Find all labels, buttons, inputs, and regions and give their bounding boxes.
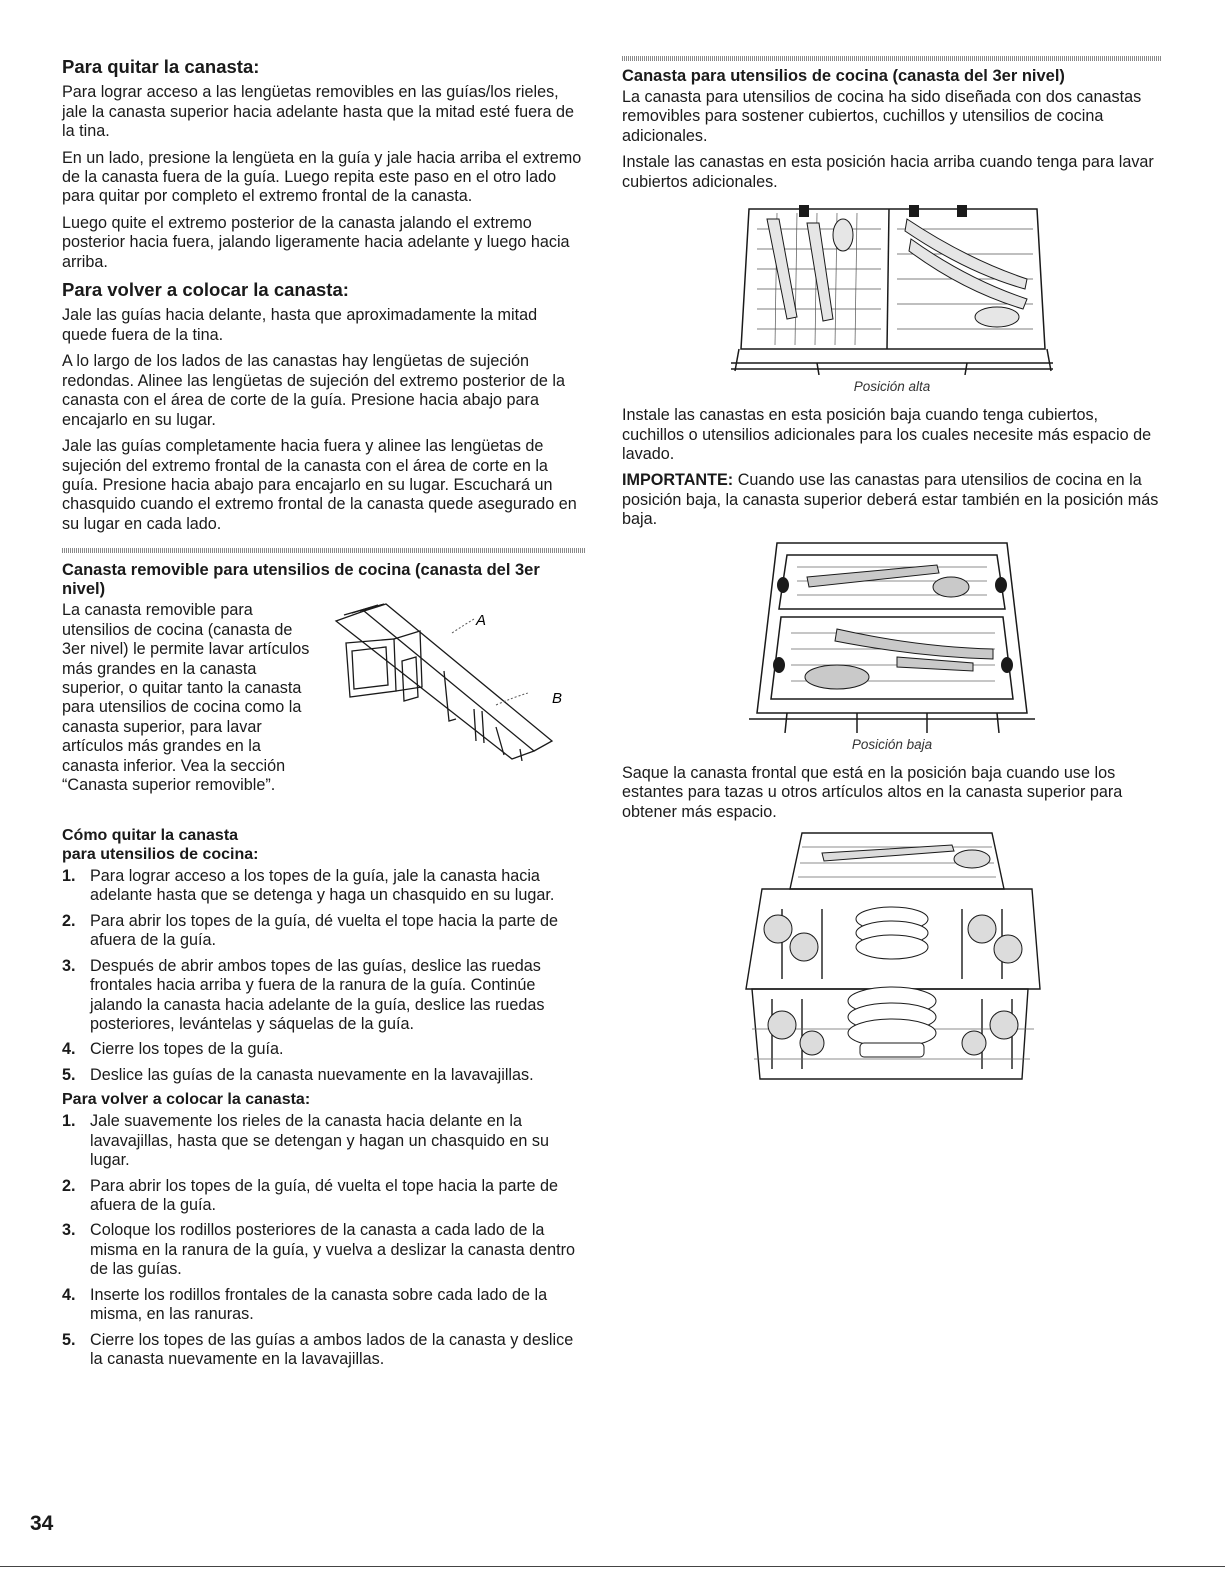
list-item: 5. Cierre los topes de las guías a ambos lados de la canasta y deslice la canasta nuevamente en la lavavajillas. <box>62 1330 574 1369</box>
list-item: 1. Para lograr acceso a los topes de la guía, jale la canasta hacia adelante hasta que se detenga y haga un chasquido en su lugar. <box>62 866 555 905</box>
intro-text <box>62 601 312 795</box>
heading-remove-basket: Para quitar la canasta: <box>62 56 260 77</box>
list-item: 2. Para abrir los topes de la guía, dé vuelta el tope hacia la parte de afuera de la guía. <box>62 911 558 950</box>
list-item: 3. Después de abrir ambos topes de las guías, deslice las ruedas frontales hacia arriba y fuera de la ranura de la guía. Continúe jalando la canasta hacia adelante de la guía, deslice las ruedas posteriores, levántelas y sáquelas de la guía. <box>62 956 545 1034</box>
right-column <box>622 56 1162 1091</box>
rail-stop-diagram <box>324 601 586 761</box>
paragraph: Instale las canastas en esta posición baja cuando tenga cubiertos, cuchillos o utensilios adicionales para los cuales necesite más espacio de lavado. <box>622 406 1152 464</box>
paragraph: En un lado, presione la lengüeta en la guía y jale hacia arriba el extremo de la canasta fuera de la guía. Luego repita este paso en el otro lado para quitar por completo el extremo frontal de la canasta. <box>62 148 582 206</box>
basket-low-position-illustration <box>747 537 1037 733</box>
paragraph: La canasta removible para utensilios de cocina (canasta de 3er nivel) le permite lavar artículos más grandes en la canasta superior, o quitar tanto la canasta para utensilios de cocina como la canasta superior, para lavar artículos más grandes en la canasta inferior. Vea la sección “Canasta superior removible”. <box>62 601 310 795</box>
heading-replace-basket: Para volver a colocar la canasta: <box>62 279 349 301</box>
label-b: B <box>552 690 563 708</box>
dishwasher-rack-illustration <box>742 829 1042 1091</box>
list-item: 1. Jale suavemente los rieles de la canasta hacia delante en la lavavajillas, hasta que se detengan y hagan un chasquido en su lugar. <box>62 1112 549 1170</box>
heading-how-to-remove-line2: para utensilios de cocina: <box>62 846 259 864</box>
list-item: 4. Inserte los rodillos frontales de la canasta sobre cada lado de la misma, en las ranuras. <box>62 1285 548 1324</box>
important-label: IMPORTANTE: <box>622 471 734 490</box>
paragraph: Instale las canastas en esta posición hacia arriba cuando tenga para lavar cubiertos adicionales. <box>622 153 1154 191</box>
caption-high-position: Posición alta <box>853 379 931 395</box>
intro-with-figure <box>62 601 586 827</box>
section-divider <box>62 548 586 553</box>
paragraph: Jale las guías hacia delante, hasta que aproximadamente la mitad quede fuera de la tina. <box>62 306 538 344</box>
paragraph: La canasta para utensilios de cocina ha sido diseñada con dos canastas removibles para sostener cubiertos, cuchillos y utensilios de cocina adicionales. <box>622 87 1142 145</box>
paragraph: Jale las guías completamente hacia fuera y alinee las lengüetas de sujeción del extremo frontal de la canasta con el área de corte en la guía. Presione hacia abajo para encajarlo en su lugar. Escuchará un chasquido cuando el extremo frontal de la canasta quede asegurado en su lugar en cada lado. <box>62 437 577 533</box>
label-a: A <box>476 612 487 630</box>
list-item: 3. Coloque los rodillos posteriores de la canasta a cada lado de la misma en la ranura de la guía, y vuelva a deslizar la canasta dentro de las guías. <box>62 1221 575 1279</box>
caption-low-position: Posición baja <box>851 736 933 752</box>
basket-high-position-illustration <box>727 199 1057 375</box>
paragraph: Para lograr acceso a las lengüetas removibles en las guías/los rieles, jale la canasta superior hacia adelante hasta que la mitad esté fuera de la tina. <box>62 83 575 141</box>
list-item: 4. Cierre los topes de la guía. <box>62 1040 284 1059</box>
replace-steps-list <box>62 1112 586 1369</box>
page-number: 34 <box>30 1512 54 1535</box>
left-column <box>62 56 586 1375</box>
paragraph: Saque la canasta frontal que está en la posición baja cuando use los estantes para tazas u otros artículos altos en la canasta superior para obtener más espacio. <box>622 763 1123 821</box>
paragraph: Luego quite el extremo posterior de la canasta jalando el extremo posterior hacia fuera, jalando ligeramente hacia adelante y luego hacia arriba. <box>62 213 570 271</box>
heading-replace-utensil-basket: Para volver a colocar la canasta: <box>62 1091 311 1109</box>
remove-steps-list <box>62 867 586 1085</box>
heading-utensil-basket: Canasta para utensilios de cocina (canasta del 3er nivel) <box>622 67 1065 85</box>
footer-rule <box>0 1566 1225 1567</box>
list-item: 5. Deslice las guías de la canasta nuevamente en la lavavajillas. <box>62 1065 534 1084</box>
section-divider <box>622 56 1162 61</box>
heading-how-to-remove: Cómo quitar la canasta <box>62 827 239 845</box>
heading-removable-utensil-basket: Canasta removible para utensilios de cocina (canasta del 3er nivel) <box>62 561 540 599</box>
list-item: 2. Para abrir los topes de la guía, dé vuelta el tope hacia la parte de afuera de la guía. <box>62 1176 558 1214</box>
important-note: IMPORTANTE: Cuando use las canastas para utensilios de cocina en la posición baja, la canasta superior deberá estar también en la posición más baja. <box>622 471 1159 529</box>
paragraph: A lo largo de los lados de las canastas hay lengüetas de sujeción redondas. Alinee las lengüetas de sujeción del extremo posterior de la canasta con el área de corte de la guía. Presione hacia abajo para encajarlo en su lugar. <box>62 352 566 429</box>
